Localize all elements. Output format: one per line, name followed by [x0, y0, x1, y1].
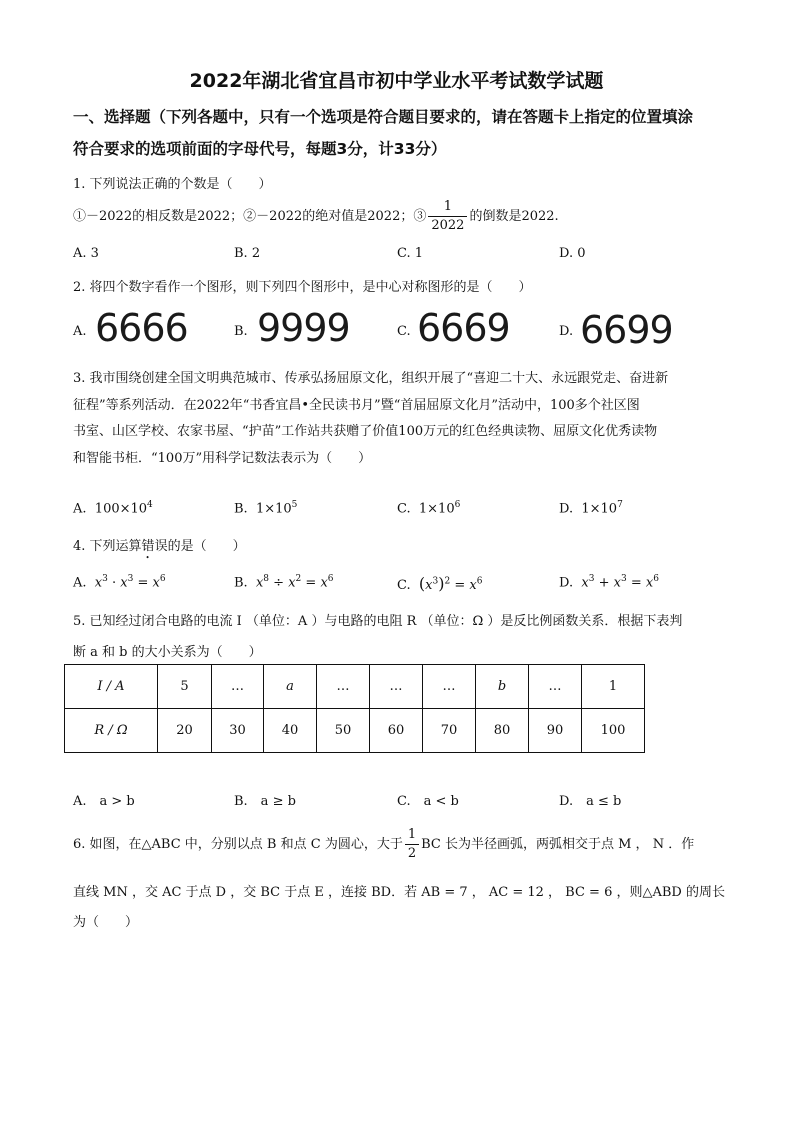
q3-option-c-label: C.: [397, 501, 411, 517]
q6-stem-line-3: 为（ ）: [73, 915, 139, 930]
q5-row1-cell: …: [317, 665, 370, 709]
section-heading-line-1: 一、选择题（下列各题中，只有一个选项是符合题目要求的，请在答题卡上指定的位置填涂: [73, 108, 694, 126]
q5-row2-cell: 50: [317, 709, 370, 753]
q5-row2-header: R / Ω: [65, 709, 158, 753]
q1-statements-part2: 的倒数是2022.: [469, 209, 559, 224]
q3-stem: [73, 366, 723, 472]
q6-stem-line-2: 直线 MN ，交 AC 于点 D ，交 BC 于点 E ，连接 BD．若 AB = 7 ， AC = 12 ， BC = 6 ，则△ABD 的周长: [73, 885, 725, 900]
q3-stem-line-4: 和智能书柜．“100万”用科学记数法表示为（ ）: [73, 450, 372, 466]
q4-option-b-label: B.: [234, 575, 248, 591]
section-heading: [73, 101, 723, 165]
q5-option-b: B. a ≥ b: [234, 794, 296, 809]
q5-option-d: D. a ≤ b: [559, 794, 622, 809]
q2-option-a-label: A.: [73, 324, 87, 339]
q6-fraction-numerator: 1: [405, 826, 419, 845]
q5-row2-cell: 40: [264, 709, 317, 753]
q1-option-c: C. 1: [397, 246, 424, 261]
q3-option-a-base: 100×10: [94, 501, 148, 517]
q2-figure-a: 6666: [95, 306, 188, 350]
q5-table: [64, 664, 645, 753]
q6-stem-line-1-a: 6. 如图，在△ABC 中，分别以点 B 和点 C 为圆心，大于: [73, 837, 403, 852]
q4-option-d-label: D.: [559, 575, 574, 591]
q5-row1-cell: …: [423, 665, 476, 709]
q2-figure-d: 6699: [580, 308, 673, 352]
q4-option-a-label: A.: [73, 575, 87, 591]
q5-row2-cell: 30: [212, 709, 264, 753]
q1-fraction-numerator: 1: [428, 198, 467, 217]
q3-option-b-base: 1×10: [255, 501, 292, 517]
q5-row1-cell: 5: [158, 665, 212, 709]
q5-stem-line-2: 断 a 和 b 的大小关系为（ ）: [73, 645, 262, 660]
q5-row1-cell: …: [529, 665, 582, 709]
q5-row2-cell: 20: [158, 709, 212, 753]
q1-option-d: D. 0: [559, 246, 586, 261]
q1-fraction-denominator: 2022: [431, 218, 465, 233]
q3-option-d-exponent: 7: [617, 500, 623, 510]
q5-row1-cell: a: [264, 665, 317, 709]
q4-stem-emphasis: 错: [141, 539, 155, 554]
q1-option-a: A. 3: [73, 246, 99, 261]
q3-option-a-exponent: 4: [147, 500, 153, 510]
q4-option-c: C. $(x^3)^2 = x^6$: [397, 574, 483, 593]
q4-stem: [73, 535, 246, 562]
q6-fraction: [405, 826, 419, 863]
q2-stem: 2. 将四个数字看作一个图形，则下列四个图形中，是中心对称图形的是（ ）: [73, 280, 532, 295]
q5-row1-cell: 1: [582, 665, 645, 709]
q1-option-b: B. 2: [234, 246, 261, 261]
q2-figure-b: 9999: [257, 306, 350, 350]
q3-option-d: [559, 500, 623, 516]
q3-option-d-base: 1×10: [581, 501, 618, 517]
section-heading-line-2: 符合要求的选项前面的字母代号，每题3分，计33分）: [73, 140, 447, 158]
q5-row1-cell: …: [212, 665, 264, 709]
q4-option-d: D. $x^3 + x^3 = x^6$: [559, 574, 659, 591]
q2-option-d-label: D.: [559, 324, 574, 339]
q5-stem-line-1: 5. 已知经过闭合电路的电流 I （单位：A ）与电路的电阻 R （单位：Ω ）是反比例函数关系．根据下表判: [73, 614, 683, 629]
q5-row1-cell: …: [370, 665, 423, 709]
q4-option-a: A. $x^3 \cdot x^3 = x^6$: [73, 574, 166, 591]
q5-row2-cell: 70: [423, 709, 476, 753]
page-title: 2022年湖北省宜昌市初中学业水平考试数学试题: [189, 70, 604, 92]
q4-option-c-label: C.: [397, 578, 411, 593]
q3-stem-line-3: 书室、山区学校、农家书屋、“护苗”工作站共获赠了价值100万元的红色经典读物、屈原文化优秀读物: [73, 424, 658, 439]
q1-stem: 1. 下列说法正确的个数是（ ）: [73, 177, 272, 192]
q4-stem-post: 误的是（ ）: [154, 539, 246, 554]
q5-row2-cell: 80: [476, 709, 529, 753]
table-row: [65, 709, 645, 753]
q3-option-b: [234, 500, 297, 516]
q3-stem-line-2: 征程”等系列活动．在2022年“书香宜昌•全民读书月”暨“首届屈原文化月”活动中，100多个社区图: [73, 397, 640, 413]
q3-option-d-label: D.: [559, 501, 574, 517]
q1-statements-part1: ①－2022的相反数是2022；②－2022的绝对值是2022；③: [73, 209, 427, 224]
q2-option-c-label: C.: [397, 324, 411, 339]
q5-row2-cell: 90: [529, 709, 582, 753]
q5-option-a: A. a > b: [73, 794, 135, 809]
q5-option-c: C. a < b: [397, 794, 459, 809]
q6-stem-line-1: [73, 826, 694, 863]
q2-figure-c: 6669: [417, 306, 510, 350]
q2-option-b-label: B.: [234, 324, 248, 339]
q3-option-b-exponent: 5: [291, 500, 298, 510]
q5-row2-cell: 60: [370, 709, 423, 753]
q4-option-b: B. $x^8 \div x^2 = x^6$: [234, 574, 334, 591]
q3-option-a-label: A.: [73, 501, 87, 517]
q6-fraction-denominator: 2: [407, 846, 417, 861]
q5-row2-cell: 100: [582, 709, 645, 753]
q3-option-c: [397, 500, 460, 516]
table-row: [65, 665, 645, 709]
q3-option-b-label: B.: [234, 501, 248, 517]
q3-option-c-base: 1×10: [418, 501, 455, 517]
q3-stem-line-1: 3. 我市围绕创建全国文明典范城市、传承弘扬屈原文化，组织开展了“喜迎二十大、永远跟党走、奋进新: [73, 371, 669, 386]
q5-row1-cell: b: [476, 665, 529, 709]
q1-fraction: [428, 198, 467, 235]
q5-row1-header: I / A: [65, 665, 158, 709]
q3-option-c-exponent: 6: [454, 500, 461, 510]
q4-stem-pre: 4. 下列运算: [73, 539, 142, 554]
q1-statements: [73, 198, 559, 235]
q6-stem-line-1-b: BC 长为半径画弧，两弧相交于点 M ， N ．作: [421, 837, 695, 852]
q3-option-a: [73, 500, 153, 516]
